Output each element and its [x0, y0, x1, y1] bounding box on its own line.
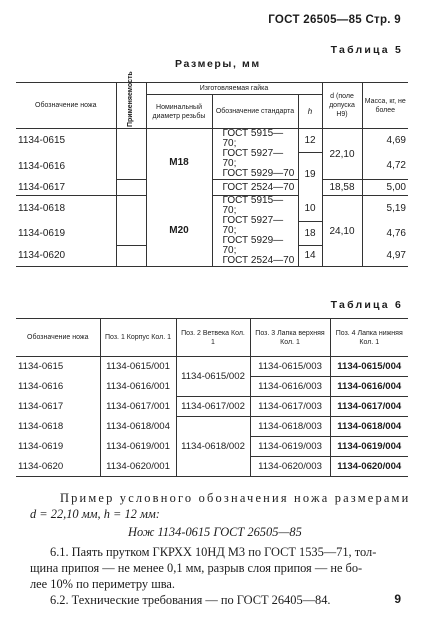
t5-h: 14 [298, 245, 322, 266]
t5-d: 18,58 [322, 180, 362, 196]
table5-subtitle: Размеры, мм [175, 58, 261, 70]
t6-pos4: 1134-0618/004 [330, 417, 408, 437]
t5-row-desig: 1134-0617 [16, 180, 116, 196]
t6-pos3: 1134-0620/003 [250, 457, 330, 477]
t5-row-desig: 1134-0619 [18, 227, 66, 239]
t5-head-applicability: Применяемость [116, 83, 146, 129]
t6-pos4: 1134-0616/004 [330, 377, 408, 397]
t6-row-desig: 1134-0616 [18, 381, 64, 392]
t5-mass: 4,72 [362, 153, 408, 180]
t6-pos4: 1134-0615/004 [330, 357, 408, 377]
t5-row-desig: 1134-0615 [18, 135, 66, 147]
t6-pos2: 1134-0615/002 [176, 357, 250, 397]
page-header: ГОСТ 26505—85 Стр. 9 [268, 14, 401, 26]
t6-pos4: 1134-0620/004 [330, 457, 408, 477]
t5-head-nominal: Номинальный диаметр резьбы [146, 95, 212, 129]
t5-head-nut: Изготовляемая гайка [146, 83, 322, 95]
t5-thread-m20: M20 [146, 196, 212, 267]
t5-h: 10 [298, 196, 322, 222]
t6-head-pos2: Поз. 2 Ветвека Кол. 1 [176, 319, 250, 357]
t6-pos3: 1134-0619/003 [250, 437, 330, 457]
t5-d: 24,10 [322, 196, 362, 267]
t6-row-desig: 1134-0620 [16, 457, 100, 477]
example-lead: Пример условного обозначения ножа размерами [60, 491, 411, 505]
t6-row-desig: 1134-0617 [18, 401, 64, 412]
t6-pos1: 1134-0619/001 [100, 437, 176, 457]
t6-pos3: 1134-0615/003 [250, 357, 330, 377]
t5-mass: 4,76 [362, 222, 408, 246]
t6-row-desig: 1134-0618 [18, 421, 64, 432]
t5-std: ГОСТ 2524—70 [212, 180, 298, 196]
paragraph-6-1-line2: щина припоя — не менее 0,1 мм, разрыв слоя припоя — не бо- [30, 561, 363, 575]
t6-pos1: 1134-0618/004 [100, 417, 176, 437]
t6-pos2: 1134-0618/002 [176, 417, 250, 477]
t6-pos4: 1134-0619/004 [330, 437, 408, 457]
t6-head-pos3: Поз. 3 Лапка верхняя Кол. 1 [250, 319, 330, 357]
t5-std-group1: ГОСТ 5915—70; ГОСТ 5927—70; ГОСТ 5929—70 [212, 129, 298, 180]
t5-row-desig: 1134-0616 [18, 160, 66, 172]
example-designation: Нож 1134-0615 ГОСТ 26505—85 [128, 525, 302, 539]
t5-thread-m18: M18 [146, 129, 212, 196]
t5-head-h: h [298, 95, 322, 129]
t5-h: 12 [298, 129, 322, 153]
t6-pos1: 1134-0620/001 [100, 457, 176, 477]
t6-pos4: 1134-0617/004 [330, 397, 408, 417]
t6-pos1: 1134-0615/001 [100, 357, 176, 377]
t5-head-d: d (поле допуска H9) [322, 83, 362, 129]
t5-d: 22,10 [322, 129, 362, 180]
t5-h: 18 [298, 222, 322, 246]
t5-head-mass: Масса, кг, не более [362, 83, 408, 129]
paragraph-6-1-line1: 6.1. Паять прутком ГКРХХ 10НД М3 по ГОСТ 1535—71, тол- [50, 545, 377, 559]
table5-caption: Таблица 5 [330, 44, 403, 56]
example-dims: d = 22,10 мм, h = 12 мм: [30, 507, 160, 521]
paragraph-6-2: 6.2. Технические требования — по ГОСТ 26405—84. [50, 593, 331, 607]
page-number: 9 [394, 592, 401, 606]
t5-mass: 4,97 [362, 245, 408, 266]
t5-head-standard: Обозначение стандарта [212, 95, 298, 129]
t5-mass: 5,19 [362, 196, 408, 222]
table5 [16, 70, 408, 267]
t6-pos3: 1134-0618/003 [250, 417, 330, 437]
t5-head-designation: Обозначение ножа [16, 83, 116, 129]
t5-mass: 5,00 [362, 180, 408, 196]
t6-pos1: 1134-0617/001 [100, 397, 176, 417]
t6-row-desig: 1134-0615 [18, 361, 64, 373]
t6-pos2: 1134-0617/002 [176, 397, 250, 417]
t6-pos3: 1134-0617/003 [250, 397, 330, 417]
t6-pos3: 1134-0616/003 [250, 377, 330, 397]
paragraph-6-1-line3: лее 10% по периметру шва. [30, 577, 176, 591]
t5-row-desig: 1134-0620 [16, 245, 116, 266]
table6 [16, 318, 408, 477]
t5-mass: 4,69 [362, 129, 408, 153]
t6-pos1: 1134-0616/001 [100, 377, 176, 397]
t6-head-pos4: Поз. 4 Лапка нижняя Кол. 1 [330, 319, 408, 357]
t6-row-desig: 1134-0619 [18, 441, 64, 452]
t5-std-group2: ГОСТ 5915—70; ГОСТ 5927—70; ГОСТ 5929—70; ГОСТ 2524—70 [212, 196, 298, 267]
t6-head-designation: Обозначение ножа [16, 319, 100, 357]
t5-h: 19 [298, 153, 322, 196]
t5-row-desig: 1134-0618 [18, 203, 66, 215]
t6-head-pos1: Поз. 1 Корпус Кол. 1 [100, 319, 176, 357]
table6-caption: Таблица 6 [330, 299, 403, 311]
